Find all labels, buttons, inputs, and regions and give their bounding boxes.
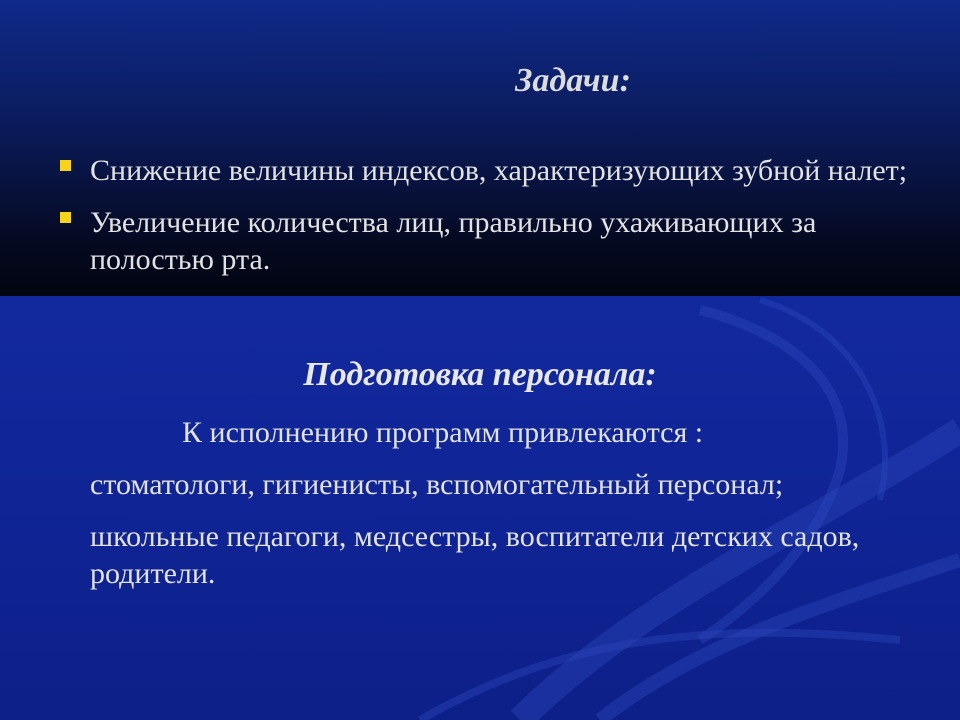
tasks-bullet-list	[56, 152, 916, 278]
intro-line: К исполнению программ привлекаются :	[182, 416, 704, 449]
participants-line-2: школьные педагоги, медсестры, воспитатели детских садов, родители.	[90, 520, 860, 590]
bullet-text: Снижение величины индексов, характеризующих зубной налет;	[90, 154, 908, 187]
tasks-heading: Задачи:	[515, 62, 631, 99]
bullet-item	[56, 204, 916, 278]
participants-line-1: стоматологи, гигиенисты, вспомогательный персонал;	[90, 468, 784, 501]
yellow-square-bullet-icon	[60, 160, 71, 171]
staff-training-heading: Подготовка персонала:	[303, 356, 657, 393]
yellow-square-bullet-icon	[60, 212, 71, 223]
bullet-item	[56, 152, 916, 189]
bullet-text: Увеличение количества лиц, правильно ухаживающих за полостью рта.	[90, 206, 817, 276]
